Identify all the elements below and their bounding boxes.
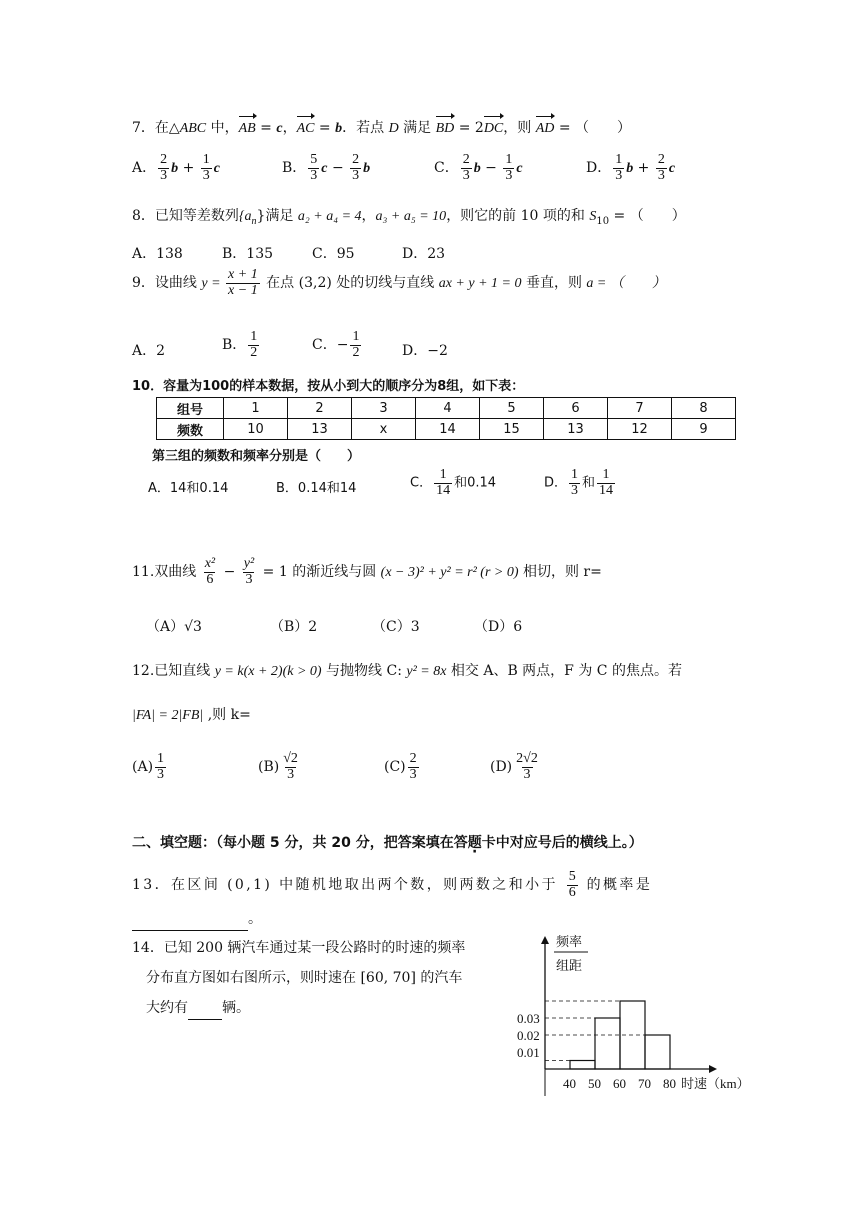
- x-axis-arrow: [709, 1065, 717, 1073]
- variable: c: [321, 161, 328, 177]
- q14-line1: 14．已知 200 辆汽车通过某一段公路时的时速的频率: [132, 940, 466, 956]
- q14-text-a: 大约有: [146, 1000, 188, 1016]
- q11-option-b[interactable]: （B）2: [270, 619, 318, 635]
- q11-option-c[interactable]: （C）3: [372, 619, 420, 635]
- table-row: [157, 398, 736, 419]
- option-label: (B): [258, 759, 280, 776]
- option-label: A．: [132, 160, 157, 177]
- vector-bd: BD: [436, 118, 455, 140]
- option-label: D．: [544, 475, 568, 491]
- q11-eq1: = 1 的渐近线与圆: [258, 564, 381, 581]
- q8-option-d[interactable]: D．23: [402, 246, 446, 262]
- q7-triangle: ABC: [179, 121, 207, 136]
- q9-text-c: 垂直，则: [521, 275, 587, 292]
- table-cell: 9: [672, 419, 736, 440]
- histogram-layer: [517, 936, 717, 1096]
- denominator: 3: [287, 766, 295, 782]
- x-tick-label: 80: [663, 1076, 676, 1091]
- table-header-group: 组号: [157, 398, 224, 419]
- q12-option-d[interactable]: [490, 752, 542, 782]
- q7-eq1: =: [255, 120, 277, 136]
- table-cell: 2: [288, 398, 352, 419]
- q10-option-c[interactable]: [410, 468, 496, 498]
- q9-option-b[interactable]: [222, 330, 261, 360]
- option-value: −2: [427, 343, 448, 359]
- numerator: y²: [243, 556, 255, 571]
- fraction: [434, 468, 452, 498]
- q11-text-a: 双曲线: [154, 564, 201, 581]
- numerator: 2: [657, 152, 665, 167]
- q8-s10-sub: 10: [596, 215, 610, 227]
- q7-text-c: ．若点: [342, 120, 389, 136]
- fraction: [514, 752, 540, 782]
- variable: c: [516, 161, 523, 177]
- option-label: C．: [434, 160, 459, 177]
- q12-option-b[interactable]: [258, 752, 302, 782]
- q12-text-a: 已知直线: [154, 663, 215, 679]
- x-tick-label: 70: [638, 1076, 651, 1091]
- q11-option-d[interactable]: （D）6: [474, 619, 523, 635]
- table-cell: 13: [288, 419, 352, 440]
- operator: −: [327, 160, 349, 177]
- numerator: 1: [571, 467, 579, 482]
- denominator: 3: [310, 167, 318, 183]
- vector-ad: AD: [536, 118, 555, 140]
- q12-number: 12.: [132, 663, 155, 679]
- fraction: [203, 557, 217, 587]
- variable: b: [363, 161, 371, 177]
- option-label: A．: [132, 343, 157, 359]
- q13-stem: [132, 870, 652, 900]
- q9-a-eq: a = （ ）: [586, 276, 666, 292]
- vector-ac: AC: [297, 118, 315, 140]
- fraction: [569, 468, 580, 498]
- table-cell: 13: [544, 419, 608, 440]
- q8-seq-close: }: [256, 208, 266, 224]
- fraction: [248, 330, 259, 360]
- q8-seq-sub: n: [251, 215, 257, 227]
- q7-eq4: = （ ）: [554, 120, 632, 136]
- fraction: [656, 153, 667, 183]
- table-cell: x: [352, 419, 416, 440]
- variable: b: [626, 161, 634, 177]
- denominator: 14: [599, 482, 614, 498]
- q7-option-c[interactable]: [434, 153, 523, 183]
- option-and: 和: [582, 475, 596, 491]
- q12-stem: [132, 660, 682, 683]
- q7-text-a: 在△: [154, 120, 180, 136]
- q7-option-b[interactable]: [282, 153, 370, 183]
- q12-condition: [132, 704, 251, 727]
- q8-number: 8．: [132, 208, 155, 224]
- q10-option-a[interactable]: A．14和0.14: [148, 481, 229, 496]
- q10-stem: 10．容量为100的样本数据，按从小到大的顺序分为8组，如下表：: [132, 379, 525, 394]
- denominator: 3: [523, 766, 531, 782]
- q9-stem: [132, 268, 666, 298]
- q11-option-a[interactable]: （A）√3: [146, 619, 202, 635]
- q11-minus: −: [219, 564, 240, 581]
- denominator: 6: [568, 884, 576, 900]
- option-label: B．: [282, 160, 307, 177]
- q8-option-c[interactable]: C．95: [312, 246, 355, 262]
- denominator: 3: [657, 167, 665, 183]
- q7-b: b: [335, 121, 343, 136]
- option-label: D．: [402, 343, 428, 359]
- denominator: 3: [352, 167, 360, 183]
- numerator: 1: [157, 751, 165, 766]
- q12-line: y = k(x + 2)(k > 0): [214, 664, 322, 679]
- option-rest: 和0.14: [454, 475, 497, 491]
- q11-circle: (x − 3)² + y² = r² (r > 0): [380, 565, 519, 581]
- fraction: [597, 468, 615, 498]
- q14-answer-blank[interactable]: [188, 997, 222, 1020]
- numerator: 1: [439, 467, 447, 482]
- q9-number: 9．: [132, 275, 155, 292]
- y-label-top: 频率: [556, 934, 583, 949]
- option-label: (C): [384, 759, 406, 776]
- q7-text-d: 满足: [398, 120, 436, 136]
- q8-seq: {a: [238, 209, 252, 224]
- denominator: 2: [250, 344, 258, 360]
- numerator: 5: [568, 869, 576, 884]
- numerator: x²: [204, 556, 216, 571]
- histogram-chart: [505, 928, 760, 1108]
- denominator: 3: [157, 766, 165, 782]
- table-cell: 7: [608, 398, 672, 419]
- q12-option-a[interactable]: [132, 752, 168, 782]
- numerator: 2: [160, 152, 168, 167]
- q13-answer-blank[interactable]: [132, 908, 248, 931]
- table-cell: 6: [544, 398, 608, 419]
- q8-s10: S: [589, 209, 597, 224]
- section2-emphasis: 答题卡: [453, 835, 496, 851]
- q13-answer-line: [132, 908, 262, 931]
- vector-dc: DC: [484, 118, 503, 140]
- option-label: C．: [312, 337, 337, 354]
- option-label: C．: [410, 475, 433, 491]
- variable: c: [213, 161, 220, 177]
- table-cell: 8: [672, 398, 736, 419]
- q12-text-d: ,则 k=: [203, 707, 251, 723]
- table-cell: 12: [608, 419, 672, 440]
- section2-heading: [132, 832, 643, 854]
- q10-option-d[interactable]: [544, 468, 617, 498]
- q9-option-c[interactable]: [312, 330, 363, 360]
- fraction: [503, 153, 514, 183]
- x-tick-label: 50: [588, 1076, 601, 1091]
- q12-parabola: y² = 8x: [406, 664, 447, 679]
- y-tick-label: 0.03: [517, 1011, 540, 1026]
- fraction: [155, 752, 166, 782]
- y-axis-arrow: [541, 936, 549, 944]
- q7-c: c: [276, 121, 283, 136]
- vector-ab: AB: [239, 118, 256, 140]
- table-cell: 3: [352, 398, 416, 419]
- fraction: [408, 752, 419, 782]
- q13-end: 。: [248, 911, 262, 927]
- denominator: 14: [436, 482, 451, 498]
- q14-line2: 分布直方图如右图所示，则时速在 [60, 70] 的汽车: [146, 970, 463, 986]
- q10-option-b[interactable]: B．0.14和14: [276, 481, 357, 496]
- q12-text-b: 与抛物线 C:: [321, 663, 407, 679]
- x-tick-label: 40: [563, 1076, 576, 1091]
- q9-y-eq: y =: [201, 276, 225, 292]
- operator: +: [633, 160, 654, 177]
- numerator: x + 1: [228, 267, 258, 282]
- q10-frequency-table: [156, 397, 736, 440]
- denominator: 3: [409, 766, 417, 782]
- q9-option-d[interactable]: [402, 340, 448, 362]
- table-cell: 4: [416, 398, 480, 419]
- table-cell: 1: [224, 398, 288, 419]
- fraction: [242, 557, 256, 587]
- denominator: x − 1: [228, 282, 258, 298]
- q8-text-c: ，则它的前 10 项的和: [446, 208, 590, 224]
- fraction: [281, 752, 300, 782]
- denominator: 3: [505, 167, 513, 183]
- numerator: 2: [409, 751, 417, 766]
- table-row: [157, 419, 736, 440]
- denominator: 2: [352, 344, 360, 360]
- denominator: 3: [202, 167, 210, 183]
- option-label: B．: [222, 337, 247, 354]
- q8-option-b[interactable]: B．135: [222, 246, 274, 262]
- numerator: 1: [202, 152, 210, 167]
- numerator: 1: [615, 152, 623, 167]
- q7-stem: [132, 117, 631, 140]
- numerator: 5: [310, 152, 318, 167]
- q8-eq: = （ ）: [609, 208, 686, 224]
- section2-title-a: 二、填空题：（每小题 5 分，共 20 分，把答案填在: [132, 835, 454, 851]
- q10-question: 第三组的频数和频率分别是（ ）: [152, 449, 361, 464]
- q11-number: 11.: [132, 564, 155, 581]
- option-value: 2: [156, 343, 166, 359]
- variable: c: [668, 161, 676, 177]
- q13-text-a: 13．在区间 (0,1) 中随机地取出两个数，则两数之和小于: [132, 877, 565, 894]
- option-label: D．: [586, 160, 612, 177]
- y-tick-label: 0.01: [517, 1045, 540, 1060]
- q12-text-c: 相交 A、B 两点，F 为 C 的焦点。若: [446, 663, 682, 679]
- denominator: 3: [571, 482, 579, 498]
- q7-point-d: D: [388, 121, 399, 136]
- q7-text-e: ，则: [503, 120, 536, 136]
- table-cell: 14: [416, 419, 480, 440]
- histogram-bar: [570, 1061, 595, 1070]
- histogram-bar: [595, 1018, 620, 1069]
- q12-cond: |FA| = 2|FB|: [132, 708, 204, 723]
- table-cell: 15: [480, 419, 544, 440]
- q9-line-eq: ax + y + 1 = 0: [438, 276, 522, 292]
- q14-line3: [146, 997, 250, 1020]
- q7-comma: ，: [282, 120, 297, 136]
- q8-text-b: 满足: [265, 208, 298, 224]
- numerator: 2√2: [516, 751, 538, 766]
- fraction: [461, 153, 472, 183]
- option-sign: −: [336, 337, 349, 354]
- q11-stem: [132, 557, 602, 587]
- y-tick-label: 0.02: [517, 1028, 540, 1043]
- fraction: [158, 153, 169, 183]
- fraction: [567, 870, 578, 900]
- table-cell: 5: [480, 398, 544, 419]
- q9-text-b: 在点 (3,2) 处的切线与直线: [261, 275, 439, 292]
- denominator: 3: [615, 167, 623, 183]
- numerator: √2: [283, 751, 298, 766]
- fraction: [350, 330, 361, 360]
- numerator: 1: [505, 152, 513, 167]
- option-label: (D): [490, 759, 513, 776]
- y-label-bottom: 组距: [556, 958, 583, 973]
- q9-option-a[interactable]: [132, 340, 165, 362]
- variable: b: [473, 161, 481, 177]
- q8-stem: [132, 205, 686, 233]
- table-header-frequency: 频数: [157, 419, 224, 440]
- x-tick-label: 60: [613, 1076, 626, 1091]
- q8-cond1: a₂ + a₄ = 4: [297, 209, 362, 224]
- denominator: 3: [245, 571, 253, 587]
- fraction: [226, 268, 260, 298]
- table-cell: 10: [224, 419, 288, 440]
- q7-text-b: 中，: [206, 120, 239, 136]
- fraction: [308, 153, 319, 183]
- fraction: [201, 153, 212, 183]
- fraction: [613, 153, 624, 183]
- q8-sep: ，: [361, 208, 376, 224]
- numerator: 1: [352, 329, 360, 344]
- denominator: 3: [160, 167, 168, 183]
- q7-option-d[interactable]: [586, 153, 675, 183]
- q7-eq3: = 2: [454, 120, 484, 136]
- q14-text-b: 辆。: [222, 1000, 250, 1016]
- q9-text-a: 设曲线: [154, 275, 202, 292]
- q8-cond2: a₃ + a₅ = 10: [375, 209, 447, 224]
- q7-eq2: =: [314, 120, 336, 136]
- q8-text-a: 已知等差数列: [154, 208, 239, 224]
- numerator: 1: [602, 467, 610, 482]
- denominator: 3: [462, 167, 470, 183]
- numerator: 2: [462, 152, 470, 167]
- x-axis-label: 时速（km）: [681, 1076, 750, 1091]
- q7-option-a[interactable]: [132, 153, 220, 183]
- numerator: 2: [352, 152, 360, 167]
- variable: b: [171, 161, 179, 177]
- q13-text-b: 的概率是: [579, 877, 653, 894]
- q11-text-b: 相切，则 r=: [518, 564, 602, 581]
- numerator: 1: [250, 329, 258, 344]
- fraction: [350, 153, 361, 183]
- q8-option-a[interactable]: A．138: [132, 246, 183, 262]
- operator: +: [178, 160, 199, 177]
- q12-option-c[interactable]: [384, 752, 421, 782]
- option-label: (A): [132, 759, 154, 776]
- operator: −: [480, 160, 502, 177]
- section2-title-b: 中对应号后的横线上。）: [495, 835, 643, 851]
- denominator: 6: [206, 571, 214, 587]
- histogram-bar: [645, 1035, 670, 1069]
- q7-number: 7．: [132, 120, 155, 136]
